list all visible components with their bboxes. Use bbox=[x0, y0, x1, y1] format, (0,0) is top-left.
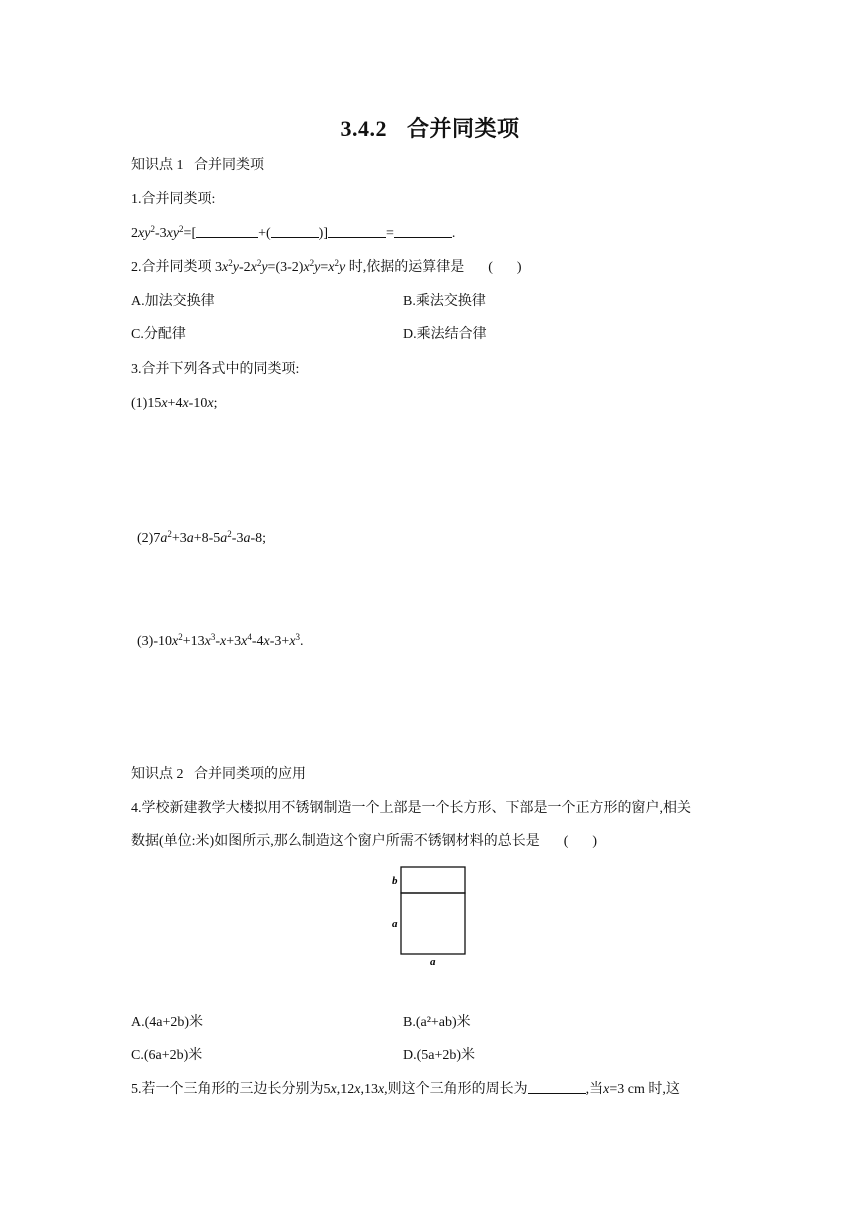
q4-option-a[interactable]: A.(4a+2b)米 bbox=[131, 1015, 204, 1030]
answer-parentheses[interactable]: ( ) bbox=[488, 260, 522, 275]
q2-option-a[interactable]: A.加法交换律 bbox=[131, 294, 215, 309]
question-4-text: 数据(单位:米)如图所示,那么制造这个窗户所需不锈钢材料的总长是 bbox=[131, 834, 540, 849]
sub-3-label: (3) bbox=[137, 634, 154, 649]
question-5-part-2: ,则这个三角形的周长为 bbox=[384, 1082, 528, 1097]
question-4-line-1: 4.学校新建教学大楼拟用不锈钢制造一个上部是一个长方形、下部是一个正方形的窗户,相关 bbox=[131, 801, 691, 816]
section-2-heading bbox=[131, 765, 306, 785]
answer-parentheses[interactable]: ( ) bbox=[563, 834, 598, 849]
question-3-sub-1: (1)15x+4x-10x; bbox=[131, 396, 218, 411]
title-text: 合并同类项 bbox=[406, 116, 520, 141]
question-5-part-3: ,当 bbox=[585, 1082, 604, 1097]
bottom-square bbox=[401, 893, 465, 954]
window-figure bbox=[385, 862, 475, 967]
title-number: 3.4.2 bbox=[340, 116, 387, 141]
section-1-heading bbox=[131, 156, 264, 176]
page-title bbox=[0, 112, 860, 143]
section-2-label: 知识点 2 bbox=[131, 767, 184, 782]
q2-option-b[interactable]: B.乘法交换律 bbox=[403, 294, 486, 309]
blank[interactable] bbox=[394, 224, 452, 238]
question-5-part-1: 5.若一个三角形的三边长分别为 bbox=[131, 1082, 324, 1097]
label-a-bottom: a bbox=[430, 956, 436, 967]
question-1-label: 1.合并同类项: bbox=[131, 192, 216, 207]
section-1-title: 合并同类项 bbox=[194, 158, 264, 173]
question-2-suffix: 时,依据的运算律是 bbox=[348, 260, 465, 275]
sub-2-label: (2) bbox=[137, 531, 154, 546]
q2-option-d[interactable]: D.乘法结合律 bbox=[403, 327, 487, 342]
question-1-expression: $2xy^2-3xy^2=$[ +( )] = . bbox=[131, 224, 456, 241]
blank[interactable] bbox=[196, 224, 258, 238]
blank[interactable] bbox=[328, 224, 386, 238]
section-1-label: 知识点 1 bbox=[131, 158, 184, 173]
question-2-prefix: 2.合并同类项 bbox=[131, 260, 212, 275]
q4-option-d[interactable]: D.(5a+2b)米 bbox=[403, 1048, 476, 1063]
q4-option-b[interactable]: B.(a²+ab)米 bbox=[403, 1015, 471, 1030]
blank[interactable] bbox=[528, 1080, 586, 1094]
question-5-part-4: cm 时,这 bbox=[627, 1082, 680, 1097]
section-2-title: 合并同类项的应用 bbox=[194, 767, 306, 782]
blank[interactable] bbox=[271, 224, 319, 238]
question-3-sub-2: $(2)7a^2+3a+8-5a^2-3a-8$; bbox=[137, 529, 267, 546]
label-a-side: a bbox=[392, 918, 398, 930]
question-3-stem: 3.合并下列各式中的同类项: bbox=[131, 362, 300, 377]
top-rectangle bbox=[401, 867, 465, 893]
question-4-line-2 bbox=[131, 832, 597, 852]
q4-option-c[interactable]: C.(6a+2b)米 bbox=[131, 1048, 203, 1063]
sub-1-label: (1) bbox=[131, 396, 148, 411]
question-3-sub-3: $(3)-10x^2+13x^3-x+3x^4-4x-3+x^3$. bbox=[137, 632, 304, 649]
question-2-stem: 2.合并同类项 $3x^2y-2x^2y=(3-2)x^2y=x^2y$ 时,依据的运算律是 ( ) bbox=[131, 258, 522, 275]
q2-option-c[interactable]: C.分配律 bbox=[131, 327, 186, 342]
label-b: b bbox=[392, 875, 398, 887]
question-5-stem: 5.若一个三角形的三边长分别为5x,12x,13x,则这个三角形的周长为 ,当x=3 cm 时,这 bbox=[131, 1082, 680, 1097]
